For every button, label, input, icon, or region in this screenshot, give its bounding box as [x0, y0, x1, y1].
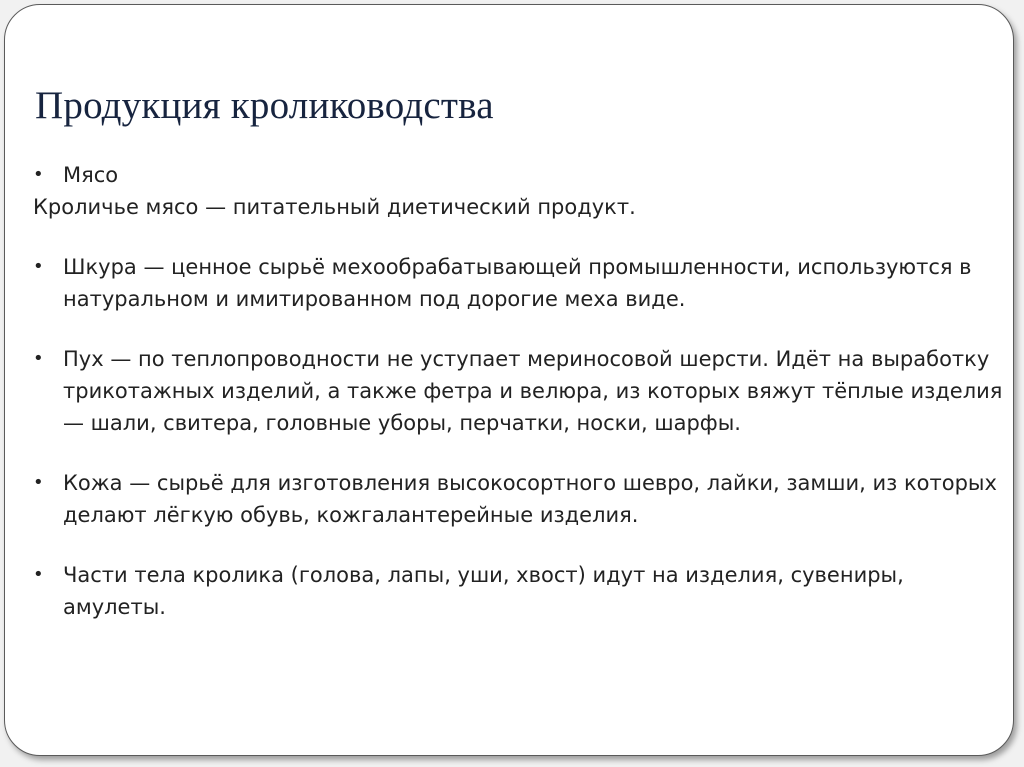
bullet-row — [33, 343, 1003, 439]
list-item-meat — [33, 159, 1003, 223]
list-item-text: Мясо — [63, 163, 119, 187]
list-item-text: Пух — по теплопроводности не уступает мериносовой шерсти. Идёт на выработку трикотажных изделий, а также фетра и велюра, из которых вяжут тёплые изделия — шали, свитера, головные уборы, перчатки, носки, шарфы. — [63, 347, 1003, 435]
bullet-row — [33, 467, 1003, 531]
list-item-text: Кожа — сырьё для изготовления высокосортного шевро, лайки, замши, из которых делают лёгкую обувь, кожгалантерейные изделия. — [63, 471, 997, 527]
list-item-leather — [33, 467, 1003, 531]
bullet-icon: • — [33, 564, 44, 585]
bullet-icon: • — [33, 256, 44, 277]
bullet-row — [33, 559, 1003, 623]
list-item-text: Части тела кролика (голова, лапы, уши, хвост) идут на изделия, сувениры, амулеты. — [63, 563, 904, 619]
list-item-skin — [33, 251, 1003, 315]
slide-title: Продукция кролиководства — [35, 84, 494, 127]
meat-description: Кроличье мясо — питательный диетический продукт. — [33, 195, 636, 219]
bullet-icon: • — [33, 164, 44, 185]
list-item-down — [33, 343, 1003, 439]
list-item-text: Шкура — ценное сырьё мехообрабатывающей промышленности, используются в натуральном и имитированном под дорогие меха виде. — [63, 255, 972, 311]
bullet-row — [33, 251, 1003, 315]
slide-content — [33, 159, 1003, 651]
bullet-row — [33, 159, 1003, 191]
bullet-icon: • — [33, 348, 44, 369]
slide-card — [4, 4, 1014, 756]
list-item-body-parts — [33, 559, 1003, 623]
bullet-icon: • — [33, 472, 44, 493]
